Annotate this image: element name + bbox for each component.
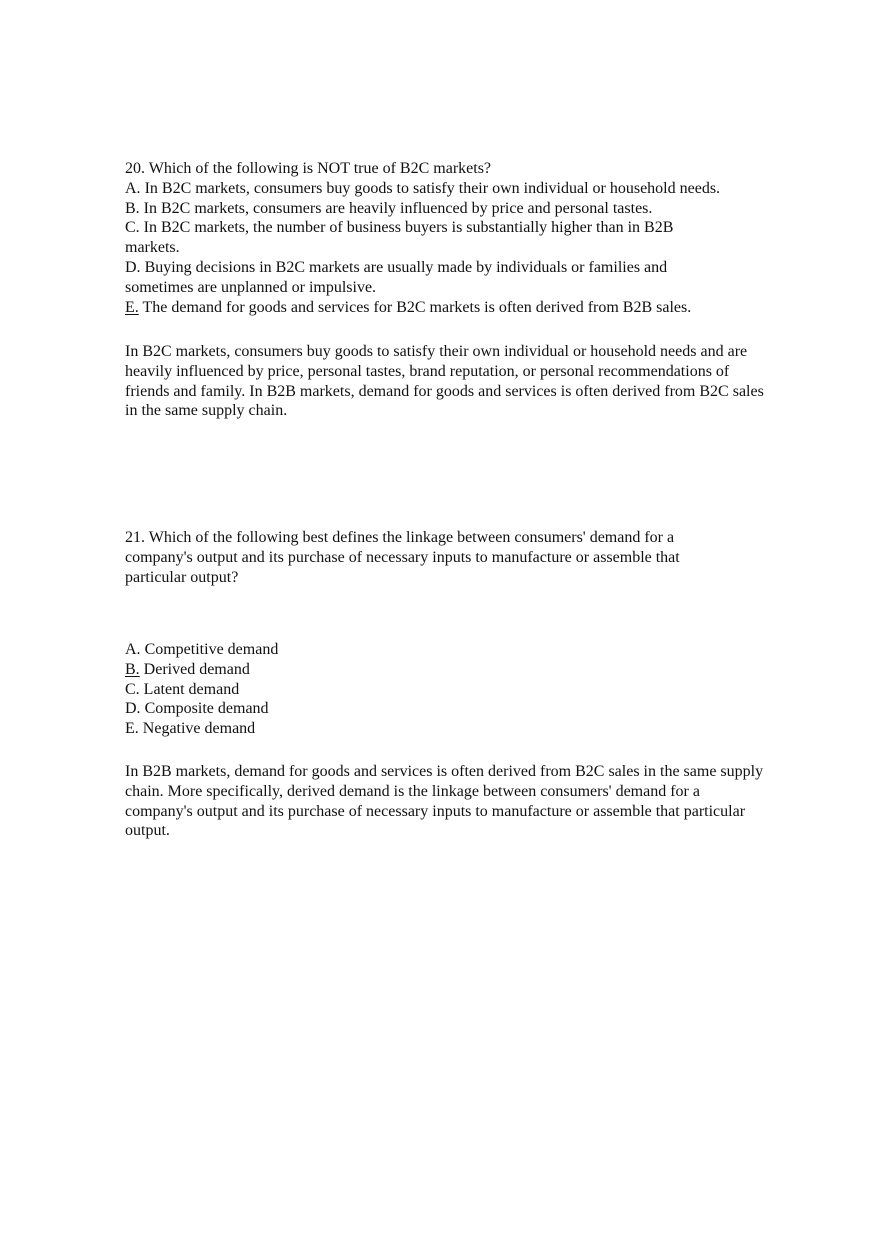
option-letter: C. [125, 219, 140, 237]
question-21-text: 21. Which of the following best defines the linkage between consumers' demand for a company's output and its purchase of necessary inputs to manufacture or assemble that particular output? [125, 529, 680, 586]
option-text: Derived demand [139, 660, 250, 678]
option-text: Composite demand [140, 700, 269, 718]
option-text: In B2C markets, consumers are heavily influenced by price and personal tastes. [139, 199, 653, 217]
option-text: In B2C markets, the number of business buyers is substantially higher than in B2B markets. [125, 219, 674, 257]
option-text: Negative demand [138, 720, 256, 738]
q21-option-a [125, 640, 785, 660]
q21-option-d [125, 699, 785, 719]
question-20-text: 20. Which of the following is NOT true of B2C markets? [125, 160, 492, 177]
q20-option-e [125, 298, 785, 318]
explanation-21: In B2B markets, demand for goods and services is often derived from B2C sales in the same supply chain. More specifically, derived demand is the linkage between consumers' demand for a company's output and its purchase of necessary inputs to manufacture or assemble that particular output. [125, 763, 764, 840]
option-text: Latent demand [139, 680, 240, 698]
q20-option-c [125, 218, 725, 258]
q20-option-b [125, 199, 785, 219]
option-text: In B2C markets, consumers buy goods to satisfy their own individual or household needs. [140, 179, 721, 197]
q21-option-e [125, 719, 785, 739]
q21-option-b [125, 660, 785, 680]
q20-option-d [125, 258, 725, 298]
question-20 [125, 159, 785, 317]
q20-option-a [125, 179, 785, 199]
option-text: Buying decisions in B2C markets are usually made by individuals or families and sometimes are unplanned or impulsive. [125, 258, 668, 296]
option-letter-correct: B. [125, 660, 140, 678]
option-letter: A. [125, 641, 141, 658]
question-21-options [125, 640, 785, 739]
option-text: The demand for goods and services for B2C markets is often derived from B2B sales. [138, 298, 692, 316]
explanation-20: In B2C markets, consumers buy goods to satisfy their own individual or household needs and are heavily influenced by price, personal tastes, brand reputation, or personal recommendations of friends and family. In B2B markets, demand for goods and services is often derived from B2C sales in the same supply chain. [125, 343, 764, 420]
option-letter: B. [125, 199, 140, 217]
option-letter-correct: E. [125, 298, 139, 316]
option-letter: C. [125, 680, 140, 698]
option-text: Competitive demand [140, 641, 279, 658]
option-letter: D. [125, 700, 141, 718]
option-letter: E. [125, 720, 139, 738]
option-letter: D. [125, 258, 141, 276]
option-letter: A. [125, 179, 141, 197]
q21-option-c [125, 680, 785, 700]
